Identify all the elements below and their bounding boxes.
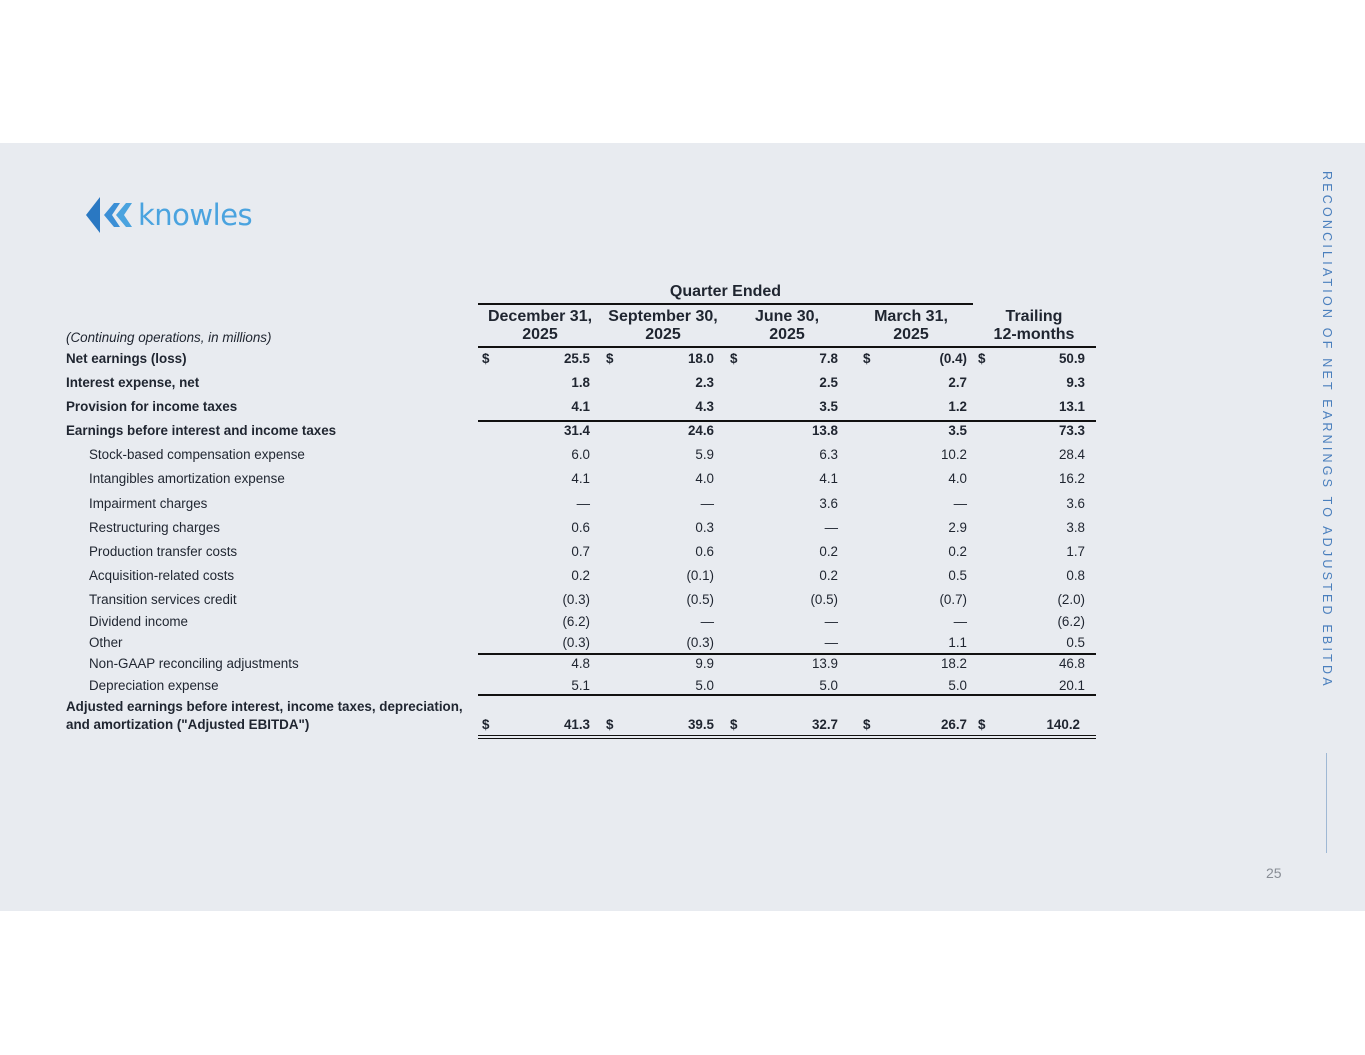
table-cell: —: [824, 614, 838, 629]
quarter-header-rule: [478, 303, 973, 305]
table-cell: 0.8: [1066, 568, 1085, 583]
quarter-ended-header: Quarter Ended: [669, 283, 782, 300]
table-cell: 3.5: [948, 423, 967, 438]
total-cell: 26.7: [940, 717, 967, 732]
row-label: Dividend income: [89, 614, 188, 629]
currency-symbol: $: [482, 351, 490, 366]
table-cell: 1.7: [1066, 544, 1085, 559]
table-cell: 5.1: [571, 678, 590, 693]
table-cell: 6.0: [571, 447, 590, 462]
subtotal-rule: [478, 420, 1096, 422]
table-cell: 73.3: [1058, 423, 1085, 438]
table-cell: 4.1: [571, 471, 590, 486]
table-cell: 2.3: [695, 375, 714, 390]
column-header-line2: 12-months: [993, 326, 1075, 343]
side-title: RECONCILIATION OF NET EARNINGS TO ADJUSTED EBITDA: [1320, 171, 1334, 689]
row-label: Impairment charges: [89, 496, 208, 511]
table-cell: 2.7: [948, 375, 967, 390]
table-cell: 4.0: [695, 471, 714, 486]
table-cell: 3.6: [819, 496, 838, 511]
row-label: Intangibles amortization expense: [89, 471, 285, 486]
column-header-line1: Trailing: [1005, 308, 1063, 325]
logo-wordmark: knowles: [138, 198, 253, 232]
units-label: (Continuing operations, in millions): [66, 330, 272, 345]
table-cell: 24.6: [687, 423, 714, 438]
table-cell: —: [700, 614, 714, 629]
knowles-chevron-icon: [86, 195, 134, 235]
column-header-line1: June 30,: [754, 308, 820, 325]
table-cell: 9.9: [695, 656, 714, 671]
column-header-line2: 2025: [645, 326, 681, 343]
side-divider: [1326, 753, 1327, 853]
row-label: Interest expense, net: [66, 375, 200, 390]
table-cell: 3.8: [1066, 520, 1085, 535]
row-label: Other: [89, 635, 123, 650]
knowles-logo: [86, 195, 252, 235]
slide: [0, 143, 1365, 911]
table-cell: 3.5: [819, 399, 838, 414]
table-cell: —: [576, 496, 590, 511]
currency-symbol: $: [863, 351, 871, 366]
column-header-line2: 2025: [769, 326, 805, 343]
table-cell: 10.2: [940, 447, 967, 462]
table-cell: 28.4: [1058, 447, 1085, 462]
total-cell: 32.7: [811, 717, 838, 732]
table-cell: 1.1: [948, 635, 967, 650]
table-cell: 0.7: [571, 544, 590, 559]
table-cell: 1.2: [948, 399, 967, 414]
table-cell: 4.1: [571, 399, 590, 414]
table-cell: (6.2): [1057, 614, 1085, 629]
table-cell: 5.0: [948, 678, 967, 693]
row-label: Acquisition-related costs: [89, 568, 235, 583]
table-cell: 0.2: [948, 544, 967, 559]
table-cell: 25.5: [563, 351, 590, 366]
table-cell: 3.6: [1066, 496, 1085, 511]
row-label: Depreciation expense: [89, 678, 219, 693]
row-label: Transition services credit: [89, 592, 237, 607]
table-cell: 0.6: [695, 544, 714, 559]
currency-symbol: $: [730, 717, 738, 732]
currency-symbol: $: [606, 351, 614, 366]
currency-symbol: $: [863, 717, 871, 732]
subtotal-rule: [478, 653, 1096, 655]
currency-symbol: $: [978, 351, 986, 366]
row-label: Production transfer costs: [89, 544, 238, 559]
row-label: Non-GAAP reconciling adjustments: [89, 656, 299, 671]
table-cell: 9.3: [1066, 375, 1085, 390]
table-cell: —: [700, 496, 714, 511]
column-header-line1: September 30,: [608, 308, 718, 325]
row-label: Stock-based compensation expense: [89, 447, 305, 462]
table-cell: 0.2: [819, 568, 838, 583]
table-cell: 20.1: [1058, 678, 1085, 693]
table-cell: 7.8: [819, 351, 838, 366]
currency-symbol: $: [482, 717, 490, 732]
total-double-rule: [478, 735, 1096, 739]
table-cell: 50.9: [1058, 351, 1085, 366]
table-cell: 0.6: [571, 520, 590, 535]
table-cell: (0.3): [562, 635, 590, 650]
table-cell: (0.3): [686, 635, 714, 650]
table-cell: 4.8: [571, 656, 590, 671]
table-cell: 4.1: [819, 471, 838, 486]
table-cell: 1.8: [571, 375, 590, 390]
table-cell: (6.2): [562, 614, 590, 629]
table-cell: 18.2: [940, 656, 967, 671]
table-cell: 0.3: [695, 520, 714, 535]
table-cell: 13.8: [811, 423, 838, 438]
column-header-line2: 2025: [522, 326, 558, 343]
row-label: Provision for income taxes: [66, 399, 238, 414]
table-cell: 0.5: [1066, 635, 1085, 650]
currency-symbol: $: [606, 717, 614, 732]
table-cell: 13.9: [811, 656, 838, 671]
header-bottom-rule: [478, 346, 1096, 348]
table-cell: 2.9: [948, 520, 967, 535]
table-cell: 0.2: [819, 544, 838, 559]
table-cell: (0.5): [686, 592, 714, 607]
table-cell: 4.0: [948, 471, 967, 486]
table-cell: 46.8: [1058, 656, 1085, 671]
table-cell: 13.1: [1058, 399, 1085, 414]
table-cell: (0.4): [939, 351, 967, 366]
total-label-line2: and amortization ("Adjusted EBITDA"): [66, 717, 310, 732]
row-label: Net earnings (loss): [66, 351, 187, 366]
page-number: 25: [1266, 865, 1282, 881]
row-label: Restructuring charges: [89, 520, 220, 535]
row-label: Earnings before interest and income taxes: [66, 423, 337, 438]
table-cell: 5.0: [819, 678, 838, 693]
table-cell: (0.7): [939, 592, 967, 607]
table-cell: 5.0: [695, 678, 714, 693]
currency-symbol: $: [978, 717, 986, 732]
total-cell: 41.3: [563, 717, 590, 732]
table-cell: 0.5: [948, 568, 967, 583]
table-cell: 0.2: [571, 568, 590, 583]
table-cell: —: [953, 614, 967, 629]
total-top-rule: [478, 694, 1096, 696]
table-cell: 2.5: [819, 375, 838, 390]
table-cell: 6.3: [819, 447, 838, 462]
total-label-line1: Adjusted earnings before interest, income taxes, depreciation,: [66, 699, 463, 714]
table-cell: —: [824, 520, 838, 535]
table-cell: (2.0): [1057, 592, 1085, 607]
table-cell: —: [824, 635, 838, 650]
table-cell: 5.9: [695, 447, 714, 462]
table-cell: 31.4: [563, 423, 590, 438]
table-cell: (0.5): [810, 592, 838, 607]
column-header-line1: December 31,: [487, 308, 593, 325]
column-header-line2: 2025: [893, 326, 929, 343]
table-cell: (0.3): [562, 592, 590, 607]
table-cell: —: [953, 496, 967, 511]
table-cell: 18.0: [687, 351, 714, 366]
currency-symbol: $: [730, 351, 738, 366]
table-cell: (0.1): [686, 568, 714, 583]
column-header-line1: March 31,: [874, 308, 948, 325]
total-cell: 140.2: [1046, 717, 1080, 732]
table-cell: 16.2: [1058, 471, 1085, 486]
table-cell: 4.3: [695, 399, 714, 414]
total-cell: 39.5: [687, 717, 714, 732]
